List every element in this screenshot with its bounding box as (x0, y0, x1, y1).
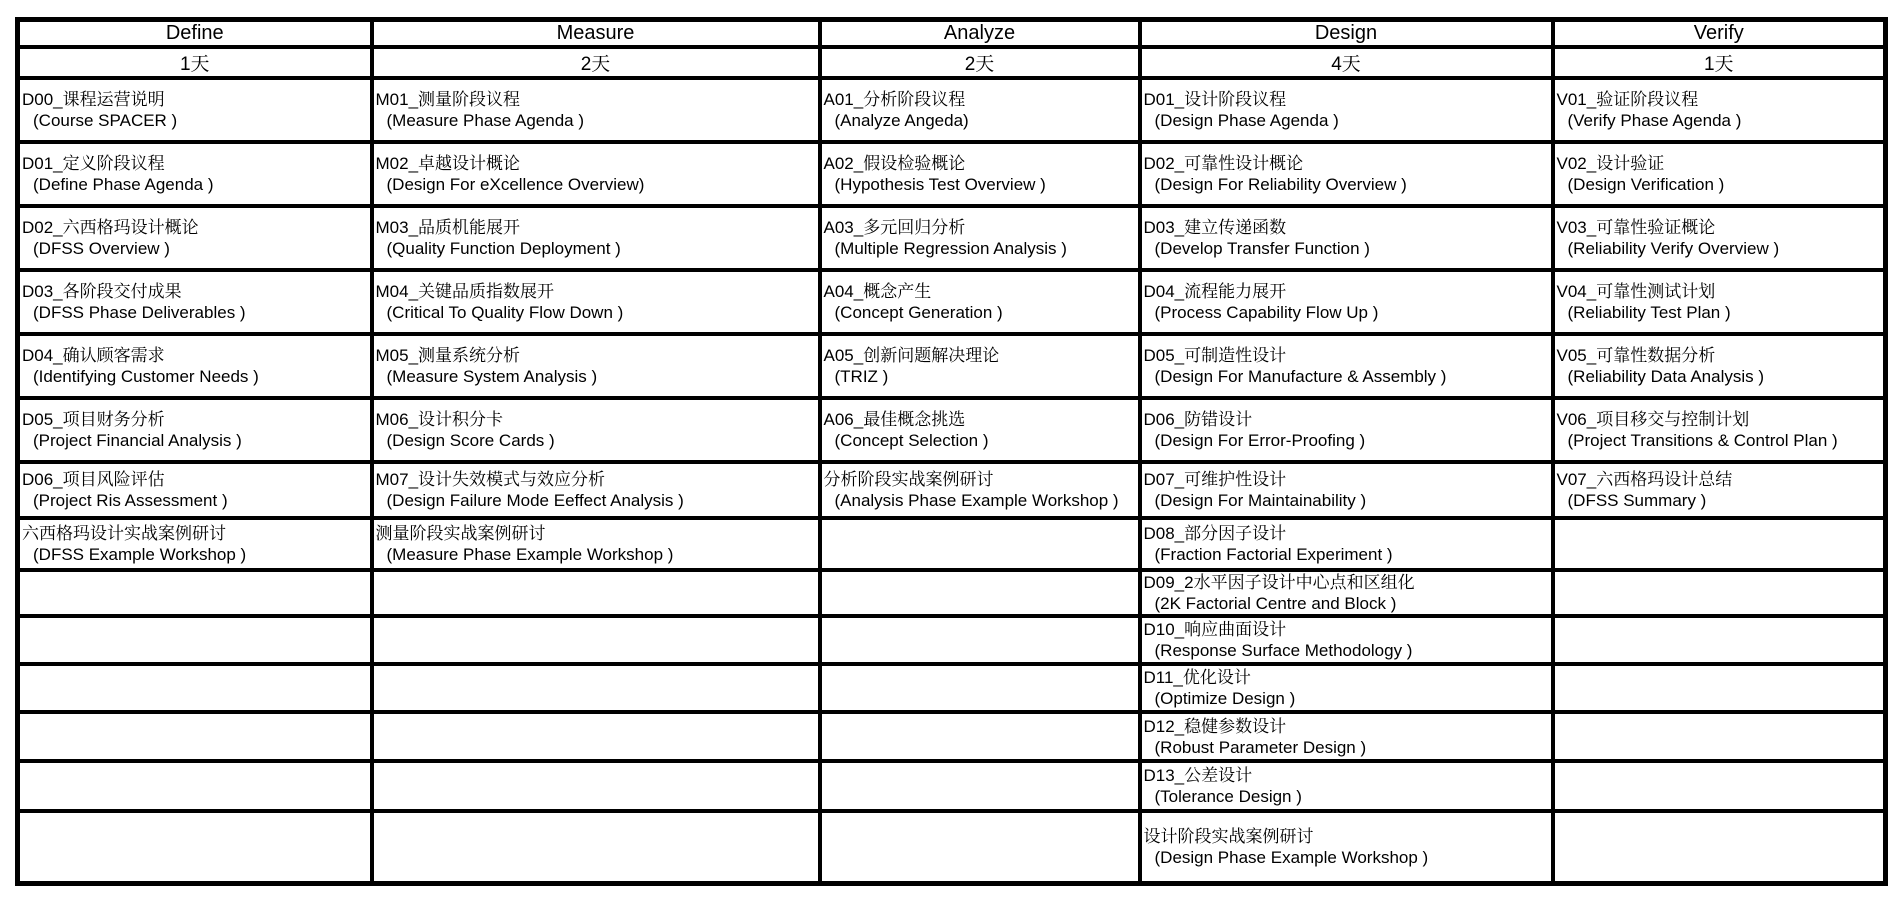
table-row (18, 462, 1886, 518)
course-title-en: (Reliability Data Analysis ) (1567, 367, 1765, 386)
course-title-cn: D06_项目风险评估 (22, 470, 165, 489)
course-title-cn: M07_设计失效模式与效应分析 (375, 470, 606, 489)
course-cell (1140, 811, 1553, 883)
course-title-cn: D08_部分因子设计 (1143, 524, 1287, 543)
course-cell (18, 334, 372, 398)
empty-cell (1553, 761, 1886, 811)
course-title-en: (Quality Function Deployment ) (386, 239, 621, 258)
course-title-en: (DFSS Summary ) (1567, 491, 1707, 510)
course-title-cn: D05_项目财务分析 (22, 410, 165, 429)
course-cell (1140, 664, 1553, 712)
course-cell (1553, 206, 1886, 270)
course-title-cn: D10_响应曲面设计 (1143, 620, 1287, 639)
course-cell (1140, 616, 1553, 664)
course-title-cn: D00_课程运营说明 (22, 90, 165, 109)
course-title-cn: V03_可靠性验证概论 (1556, 218, 1716, 237)
course-title-en: (Concept Selection ) (834, 431, 989, 450)
course-title-cn: V05_可靠性数据分析 (1556, 346, 1716, 365)
course-title-en: (Tolerance Design ) (1154, 787, 1302, 806)
course-title-cn: A06_最佳概念挑选 (823, 410, 966, 429)
phase-header-define: Define (18, 20, 372, 48)
days-cell-analyze: 2天 (820, 47, 1140, 78)
empty-cell (820, 664, 1140, 712)
empty-cell (820, 712, 1140, 761)
course-title-en: (Identifying Customer Needs ) (33, 367, 259, 386)
course-title-en: (Design For Maintainability ) (1154, 491, 1367, 510)
course-title-cn: D06_防错设计 (1143, 410, 1253, 429)
course-cell (18, 270, 372, 334)
course-title-cn: A03_多元回归分析 (823, 218, 966, 237)
empty-cell (820, 761, 1140, 811)
course-cell (1140, 398, 1553, 462)
empty-cell (820, 570, 1140, 616)
empty-cell (1553, 616, 1886, 664)
table-row (18, 142, 1886, 206)
empty-cell (372, 811, 820, 883)
course-cell (1553, 462, 1886, 518)
table-row (18, 712, 1886, 761)
course-cell (18, 518, 372, 570)
empty-cell (18, 761, 372, 811)
course-title-cn: D03_各阶段交付成果 (22, 282, 182, 301)
empty-cell (372, 664, 820, 712)
course-title-en: (Hypothesis Test Overview ) (834, 175, 1046, 194)
course-title-en: (DFSS Phase Deliverables ) (33, 303, 246, 322)
course-title-cn: D04_确认顾客需求 (22, 346, 165, 365)
course-title-cn: D09_2水平因子设计中心点和区组化 (1143, 573, 1415, 592)
course-cell (1140, 270, 1553, 334)
empty-cell (372, 570, 820, 616)
course-cell (1140, 712, 1553, 761)
course-title-en: (Reliability Verify Overview ) (1567, 239, 1780, 258)
course-title-en: (Measure System Analysis ) (386, 367, 598, 386)
course-cell (372, 398, 820, 462)
course-cell (820, 78, 1140, 142)
phase-header-verify: Verify (1553, 20, 1886, 48)
course-title-cn: M06_设计积分卡 (375, 410, 504, 429)
course-title-en: (Critical To Quality Flow Down ) (386, 303, 624, 322)
course-title-cn: D13_公差设计 (1143, 766, 1253, 785)
empty-cell (820, 616, 1140, 664)
course-title-cn: D02_可靠性设计概论 (1143, 154, 1304, 173)
course-title-cn: D07_可维护性设计 (1143, 470, 1287, 489)
course-title-en: (Response Surface Methodology ) (1154, 641, 1413, 660)
course-cell (18, 142, 372, 206)
course-cell (1553, 398, 1886, 462)
course-title-en: (TRIZ ) (834, 367, 889, 386)
table-row (18, 761, 1886, 811)
days-cell-verify: 1天 (1553, 47, 1886, 78)
course-cell (1553, 270, 1886, 334)
course-cell (1140, 462, 1553, 518)
empty-cell (1553, 570, 1886, 616)
days-cell-measure: 2天 (372, 47, 820, 78)
course-title-en: (Design Score Cards ) (386, 431, 555, 450)
course-cell (820, 334, 1140, 398)
table-row (18, 518, 1886, 570)
course-title-en: (DFSS Overview ) (33, 239, 170, 258)
course-title-en: (Design For Manufacture & Assembly ) (1154, 367, 1447, 386)
table-row (18, 78, 1886, 142)
course-title-cn: V06_项目移交与控制计划 (1556, 410, 1750, 429)
course-cell (372, 142, 820, 206)
empty-cell (18, 616, 372, 664)
course-title-en: (Define Phase Agenda ) (33, 175, 214, 194)
course-title-cn: D05_可制造性设计 (1143, 346, 1287, 365)
course-cell (18, 398, 372, 462)
phase-header-measure: Measure (372, 20, 820, 48)
course-title-en: (2K Factorial Centre and Block ) (1154, 594, 1397, 613)
empty-cell (18, 811, 372, 883)
course-title-cn: A01_分析阶段议程 (823, 90, 966, 109)
course-title-en: (Design For Reliability Overview ) (1154, 175, 1407, 194)
days-cell-design: 4天 (1140, 47, 1553, 78)
course-title-cn: M04_关键品质指数展开 (375, 282, 555, 301)
course-title-cn: D02_六西格玛设计概论 (22, 218, 199, 237)
course-cell (820, 398, 1140, 462)
course-cell (372, 206, 820, 270)
course-title-en: (Design Failure Mode Eeffect Analysis ) (386, 491, 684, 510)
course-title-cn: 分析阶段实战案例研讨 (823, 470, 994, 489)
course-title-en: (Design Phase Agenda ) (1154, 111, 1339, 130)
empty-cell (820, 811, 1140, 883)
course-title-en: (Design For Error-Proofing ) (1154, 431, 1366, 450)
course-cell (372, 270, 820, 334)
course-title-en: (Design Verification ) (1567, 175, 1725, 194)
course-cell (1140, 761, 1553, 811)
course-title-en: (Optimize Design ) (1154, 689, 1296, 708)
course-title-en: (Robust Parameter Design ) (1154, 737, 1367, 757)
course-title-cn: M01_测量阶段议程 (375, 90, 521, 109)
course-cell (372, 78, 820, 142)
course-cell (820, 142, 1140, 206)
course-cell (1140, 142, 1553, 206)
course-cell (18, 206, 372, 270)
empty-cell (372, 712, 820, 761)
empty-cell (18, 664, 372, 712)
course-title-en: (Project Transitions & Control Plan ) (1567, 431, 1838, 450)
table-row (18, 811, 1886, 883)
course-title-en: (Project Financial Analysis ) (33, 431, 242, 450)
empty-cell (1553, 811, 1886, 883)
course-title-cn: D03_建立传递函数 (1143, 218, 1287, 237)
course-title-cn: V07_六西格玛设计总结 (1556, 470, 1733, 489)
course-title-en: (Course SPACER ) (33, 111, 178, 130)
course-title-en: (Analyze Angeda) (834, 111, 969, 130)
course-title-cn: A05_创新问题解决理论 (823, 346, 1000, 365)
course-title-cn: V04_可靠性测试计划 (1556, 282, 1716, 301)
empty-cell (820, 518, 1140, 570)
course-cell (372, 334, 820, 398)
dfss-course-table (15, 17, 1888, 886)
table-row (18, 334, 1886, 398)
phase-header-design: Design (1140, 20, 1553, 48)
course-title-cn: A04_概念产生 (823, 282, 932, 301)
empty-cell (1553, 712, 1886, 761)
table-row (18, 398, 1886, 462)
course-cell (1140, 570, 1553, 616)
table-row (18, 616, 1886, 664)
course-cell (1553, 142, 1886, 206)
table-row (18, 270, 1886, 334)
course-title-en: (Fraction Factorial Experiment ) (1154, 545, 1393, 564)
course-cell (1140, 334, 1553, 398)
course-title-en: (Measure Phase Agenda ) (386, 111, 585, 130)
table-row (18, 664, 1886, 712)
empty-cell (18, 570, 372, 616)
course-cell (18, 78, 372, 142)
course-cell (1140, 78, 1553, 142)
course-title-cn: D01_定义阶段议程 (22, 154, 165, 173)
empty-cell (372, 616, 820, 664)
course-title-en: (Reliability Test Plan ) (1567, 303, 1731, 322)
course-title-en: (Project Ris Assessment ) (33, 491, 228, 510)
course-cell (1553, 78, 1886, 142)
course-title-cn: 测量阶段实战案例研讨 (375, 524, 546, 543)
dfss-course-table-body (18, 20, 1886, 884)
course-cell (1140, 206, 1553, 270)
course-title-cn: 六西格玛设计实战案例研讨 (22, 524, 226, 543)
course-title-en: (Analysis Phase Example Workshop ) (834, 491, 1119, 510)
empty-cell (18, 712, 372, 761)
course-title-cn: V01_验证阶段议程 (1556, 90, 1699, 109)
table-row (18, 206, 1886, 270)
table-row (18, 20, 1886, 48)
course-title-cn: A02_假设检验概论 (823, 154, 966, 173)
course-title-cn: D11_优化设计 (1143, 668, 1251, 687)
empty-cell (1553, 664, 1886, 712)
course-title-cn: D12_稳健参数设计 (1143, 716, 1287, 736)
empty-cell (372, 761, 820, 811)
course-title-cn: D01_设计阶段议程 (1143, 90, 1287, 109)
course-cell (1553, 334, 1886, 398)
course-title-en: (Develop Transfer Function ) (1154, 239, 1370, 258)
course-title-en: (Process Capability Flow Up ) (1154, 303, 1379, 322)
course-title-cn: D04_流程能力展开 (1143, 282, 1287, 301)
course-cell (372, 518, 820, 570)
course-cell (18, 462, 372, 518)
course-title-cn: 设计阶段实战案例研讨 (1143, 826, 1314, 846)
course-title-en: (Concept Generation ) (834, 303, 1003, 322)
days-cell-define: 1天 (18, 47, 372, 78)
empty-cell (1553, 518, 1886, 570)
course-title-cn: M03_品质机能展开 (375, 218, 521, 237)
course-cell (820, 462, 1140, 518)
course-cell (372, 462, 820, 518)
course-cell (820, 270, 1140, 334)
course-title-en: (Design Phase Example Workshop ) (1154, 847, 1429, 867)
course-title-en: (Measure Phase Example Workshop ) (386, 545, 674, 564)
course-cell (1140, 518, 1553, 570)
course-title-cn: M05_测量系统分析 (375, 346, 521, 365)
course-title-en: (Verify Phase Agenda ) (1567, 111, 1742, 130)
course-title-en: (Design For eXcellence Overview) (386, 175, 645, 194)
table-row (18, 570, 1886, 616)
course-title-cn: M02_卓越设计概论 (375, 154, 521, 173)
table-row (18, 47, 1886, 78)
phase-header-analyze: Analyze (820, 20, 1140, 48)
course-title-en: (Multiple Regression Analysis ) (834, 239, 1067, 258)
course-title-en: (DFSS Example Workshop ) (33, 545, 247, 564)
course-cell (820, 206, 1140, 270)
course-title-cn: V02_设计验证 (1556, 154, 1665, 173)
